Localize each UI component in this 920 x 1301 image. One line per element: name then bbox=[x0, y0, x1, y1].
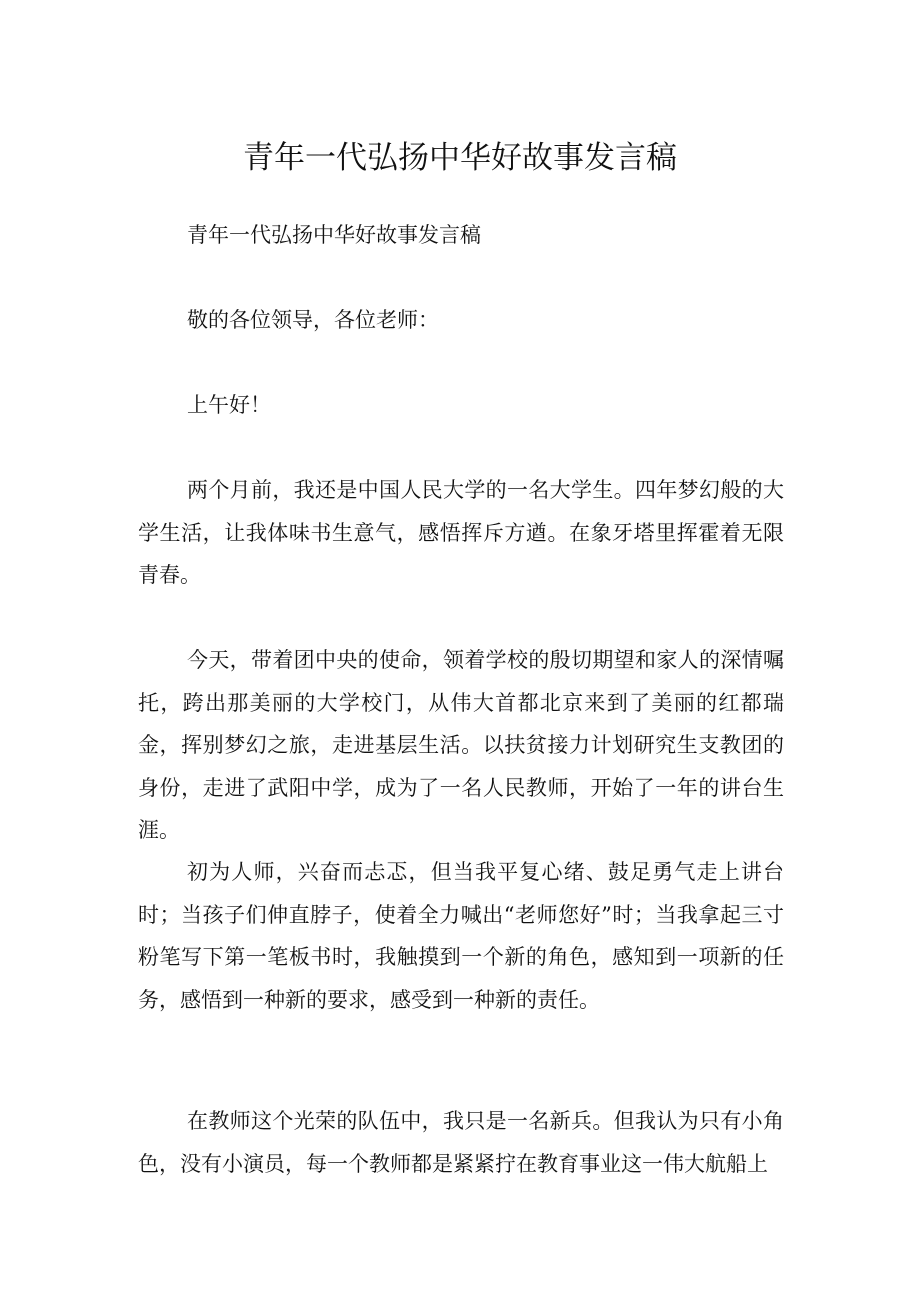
paragraph-body-1: 两个月前，我还是中国人民大学的一名大学生。四年梦幻般的大学生活，让我体味书生意气，感悟挥斥方遒。在象牙塔里挥霍着无限青春。 bbox=[138, 478, 784, 587]
paragraph-body-2: 今天，带着团中央的使命，领着学校的殷切期望和家人的深情嘱托，跨出那美丽的大学校门，从伟大首都北京来到了美丽的红都瑞金，挥别梦幻之旅，走进基层生活。以扶贫接力计划研究生支教团的身份，走进了武阳中学，成为了一名人民教师，开始了一年的讲台生涯。 bbox=[138, 648, 784, 842]
paragraph-body-4: 在教师这个光荣的队伍中，我只是一名新兵。但我认为只有小角色，没有小演员，每一个教师都是紧紧拧在教育事业这一伟大航船上 bbox=[138, 1109, 784, 1176]
paragraph-subtitle: 青年一代弘扬中华好故事发言稿 bbox=[187, 223, 481, 247]
paragraph-greeting: 上午好！ bbox=[187, 393, 271, 417]
document-title: 青年一代弘扬中华好故事发言稿 bbox=[243, 139, 677, 176]
paragraph-body-3: 初为人师，兴奋而忐忑，但当我平复心绪、鼓足勇气走上讲台时；当孩子们伸直脖子，使着全力喊出“老师您好”时；当我拿起三寸粉笔写下第一笔板书时，我触摸到一个新的角色，感知到一项新的任务，感悟到一种新的要求，感受到一种新的责任。 bbox=[138, 860, 784, 1012]
paragraph-salutation: 敬的各位领导，各位老师： bbox=[187, 308, 439, 332]
